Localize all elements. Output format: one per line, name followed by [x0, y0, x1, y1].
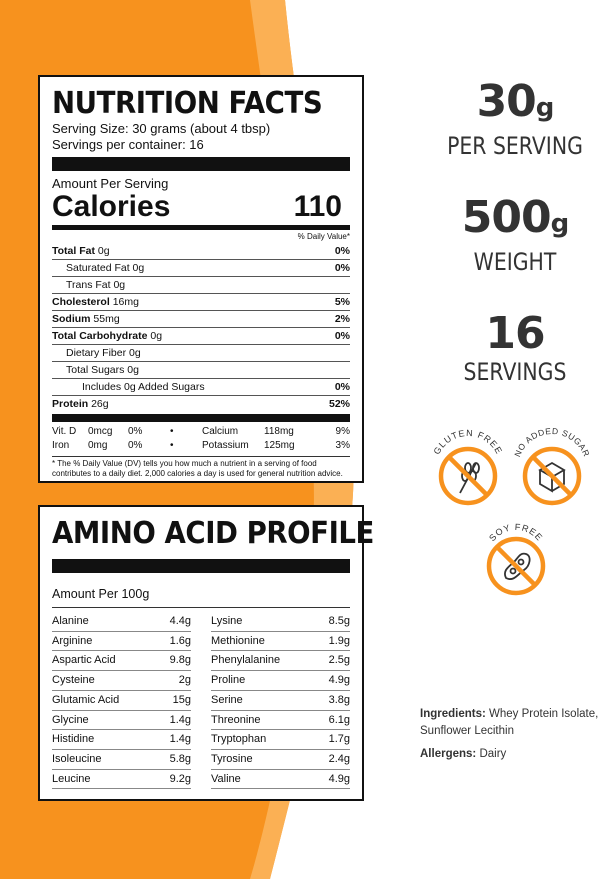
stat-label: PER SERVING [447, 132, 583, 160]
nutrient-label [52, 278, 125, 292]
amino-acid-amount: 4.9g [328, 674, 350, 687]
amino-acid-row [211, 730, 350, 750]
ingredients-block [420, 706, 609, 763]
nutrient-label [52, 295, 139, 309]
nutrient-amount: 16mg [112, 296, 139, 308]
allergens-text: Dairy [479, 748, 507, 760]
amount-per-100g: Amount Per 100g [52, 585, 350, 608]
nutrient-name: Includes 0g Added Sugars [82, 381, 205, 393]
vitamin-cell: 0mg [88, 440, 108, 451]
vitamin-row [52, 439, 350, 453]
nutrient-row [52, 310, 350, 327]
amount-per-serving: Amount Per Serving [52, 176, 169, 191]
amino-acid-row [211, 711, 350, 731]
vitamin-cell: Iron [52, 440, 70, 451]
amino-acid-name: Proline [211, 674, 246, 687]
nutrient-amount: 0g [129, 347, 141, 359]
vitamin-cell: 0mcg [88, 426, 113, 437]
nutrient-row [52, 361, 350, 378]
nutrient-row [52, 293, 350, 310]
stat-number: 500 [461, 192, 551, 243]
allergens-label: Allergens: [420, 748, 477, 760]
nutrient-daily-value: 5% [334, 296, 350, 308]
amino-acid-name: Threonine [211, 713, 261, 726]
nutrient-label [52, 329, 162, 343]
thick-divider-2 [52, 414, 350, 422]
amino-acid-amount: 4.9g [328, 772, 350, 785]
vitamin-row [52, 425, 350, 439]
nutrient-amount: 26g [91, 398, 109, 410]
nutrient-row [52, 395, 350, 412]
medium-divider [52, 225, 350, 230]
nutrient-daily-value: 0% [334, 330, 350, 342]
amino-acid-amount: 5.8g [169, 752, 191, 765]
vitamin-cell: 0% [128, 440, 143, 451]
nutrient-daily-value: 0% [334, 262, 350, 274]
allergens-line [420, 746, 609, 763]
amino-acid-name: Phenylalanine [211, 654, 281, 667]
amino-acid-row [52, 730, 191, 750]
nutrient-amount: 0g [132, 262, 145, 274]
calories-value: 110 [293, 190, 342, 223]
nutrient-name: Dietary Fiber [66, 347, 127, 359]
amino-acid-amount: 1.4g [169, 733, 191, 746]
amino-acid-row [52, 750, 191, 770]
nutrient-amount: 0g [127, 364, 139, 376]
stat-label: WEIGHT [473, 248, 557, 276]
amino-acid-name: Glutamic Acid [52, 693, 120, 706]
thick-divider [52, 157, 350, 171]
amino-acid-amount: 2g [178, 674, 191, 687]
amino-acid-amount: 3.8g [328, 693, 350, 706]
vitamin-cell: 3% [335, 440, 350, 451]
nutrient-row [52, 344, 350, 361]
amino-divider [52, 559, 350, 573]
nutrient-name: Total Sugars [66, 364, 125, 376]
nutrient-label [52, 397, 109, 411]
nutrient-row [52, 327, 350, 344]
nutrient-row [52, 276, 350, 293]
amino-acid-row [52, 632, 191, 652]
ingredients-label: Ingredients: [420, 708, 486, 720]
nutrient-name: Sodium [52, 313, 91, 325]
nutrient-label [52, 346, 141, 360]
nutrient-label [52, 312, 120, 326]
vitamin-mineral-rows [52, 425, 350, 453]
amino-acid-name: Tryptophan [211, 733, 267, 746]
nutrient-row [52, 243, 350, 259]
amino-acid-name: Leucine [52, 772, 91, 785]
amino-acid-name: Methionine [211, 634, 265, 647]
daily-value-footnote: * The % Daily Value (DV) tells you how much a nutrient in a serving of food contributes to a daily diet. 2,000 calories a day is used for general nutrition advice. [52, 456, 350, 479]
stat-unit: g [550, 209, 569, 239]
amino-column-left [52, 612, 191, 789]
stat-per-serving [410, 78, 609, 160]
stat-label: SERVINGS [463, 358, 567, 386]
nutrient-name: Saturated Fat [66, 262, 130, 274]
calories-label: Calories [52, 190, 171, 223]
amino-acid-row [211, 750, 350, 770]
amino-acid-panel [38, 505, 374, 801]
amino-acid-name: Isoleucine [52, 752, 102, 765]
amino-acid-name: Aspartic Acid [52, 654, 116, 667]
stat-number: 30 [476, 76, 536, 127]
amino-acid-name: Valine [211, 772, 241, 785]
soy-free-label: SOY FREE [487, 521, 545, 544]
amino-acid-name: Tyrosine [211, 752, 253, 765]
amino-acid-row [52, 612, 191, 632]
servings-per-container: Servings per container: 16 [52, 137, 204, 152]
amino-acid-row [52, 671, 191, 691]
vitamin-cell: Vit. D [52, 426, 77, 437]
amino-acid-name: Serine [211, 693, 243, 706]
amino-acid-amount: 15g [172, 693, 191, 706]
amino-acid-row [52, 711, 191, 731]
amino-acid-row [52, 651, 191, 671]
vitamin-cell: 118mg [264, 426, 294, 437]
vitamin-cell: Calcium [202, 426, 239, 437]
no-added-sugar-badge [502, 418, 602, 508]
amino-acid-name: Glycine [52, 713, 89, 726]
amino-acid-name: Arginine [52, 634, 93, 647]
vitamin-cell: Potassium [202, 440, 249, 451]
amino-acid-amount: 1.7g [328, 733, 350, 746]
amino-acid-row [211, 612, 350, 632]
stat-unit: g [535, 93, 554, 123]
amino-acid-amount: 9.8g [169, 654, 191, 667]
amino-acid-amount: 4.4g [169, 615, 191, 627]
amino-acid-grid [52, 612, 350, 789]
amino-acid-name: Histidine [52, 733, 95, 746]
amino-acid-row [52, 770, 191, 790]
amino-acid-row [211, 691, 350, 711]
nutrient-name: Cholesterol [52, 296, 110, 308]
nutrient-name: Protein [52, 398, 89, 410]
nutrient-amount: 0g [113, 279, 126, 291]
stat-weight [410, 194, 609, 276]
nutrient-label [52, 380, 205, 394]
amino-acid-title: AMINO ACID PROFILE [52, 516, 374, 551]
vitamin-cell: • [170, 440, 174, 451]
nutrient-row [52, 378, 350, 395]
nutrient-label [52, 363, 139, 377]
amino-acid-amount: 6.1g [328, 713, 350, 726]
nutrient-name: Trans Fat [66, 279, 111, 291]
soy-free-badge [466, 508, 566, 598]
stat-servings [410, 310, 609, 386]
amino-acid-row [52, 691, 191, 711]
amino-acid-amount: 1.9g [328, 634, 350, 647]
nutrition-facts-panel [38, 75, 364, 483]
amino-acid-name: Alanine [52, 615, 89, 627]
amino-acid-row [211, 651, 350, 671]
nutrient-amount: 55mg [93, 313, 120, 325]
amino-acid-amount: 1.4g [169, 713, 191, 726]
serving-size: Serving Size: 30 grams (about 4 tbsp) [52, 121, 271, 136]
vitamin-cell: 0% [128, 426, 143, 437]
amino-acid-row [211, 671, 350, 691]
amino-acid-amount: 1.6g [169, 634, 191, 647]
no-added-sugar-label: NO ADDED SUGAR [512, 425, 592, 459]
gluten-free-label: GLUTEN FREE [431, 427, 505, 457]
nutrient-label [52, 244, 110, 258]
nutrient-daily-value: 0% [334, 245, 350, 257]
nutrient-row [52, 259, 350, 276]
amino-acid-amount: 2.4g [328, 752, 350, 765]
amino-acid-amount: 8.5g [328, 615, 350, 627]
amino-column-right [211, 612, 350, 789]
nutrient-label [52, 261, 144, 275]
nutrient-amount: 0g [97, 245, 110, 257]
vitamin-cell: 125mg [264, 440, 295, 451]
vitamin-cell: 9% [335, 426, 350, 437]
amino-acid-name: Cysteine [52, 674, 95, 687]
daily-value-header: % Daily Value* [297, 232, 350, 241]
amino-acid-row [211, 770, 350, 790]
nutrient-daily-value: 2% [334, 313, 350, 325]
nutrient-name: Total Fat [52, 245, 95, 257]
amino-acid-name: Lysine [211, 615, 243, 627]
ingredients-line [420, 706, 609, 740]
nutrient-daily-value: 0% [334, 381, 350, 393]
amino-acid-amount: 2.5g [328, 654, 350, 667]
nutrient-rows [52, 243, 350, 412]
vitamin-cell: • [170, 426, 174, 437]
amino-acid-row [211, 632, 350, 652]
amino-acid-amount: 9.2g [169, 772, 191, 785]
ingredients-text: Whey Protein Isolate, Sunflower Lecithin [420, 708, 599, 737]
nutrient-daily-value: 52% [328, 398, 350, 410]
stat-number: 16 [485, 308, 545, 359]
nutrition-facts-title: NUTRITION FACTS [52, 86, 323, 121]
nutrient-name: Total Carbohydrate [52, 330, 148, 342]
nutrient-amount: 0g [150, 330, 163, 342]
